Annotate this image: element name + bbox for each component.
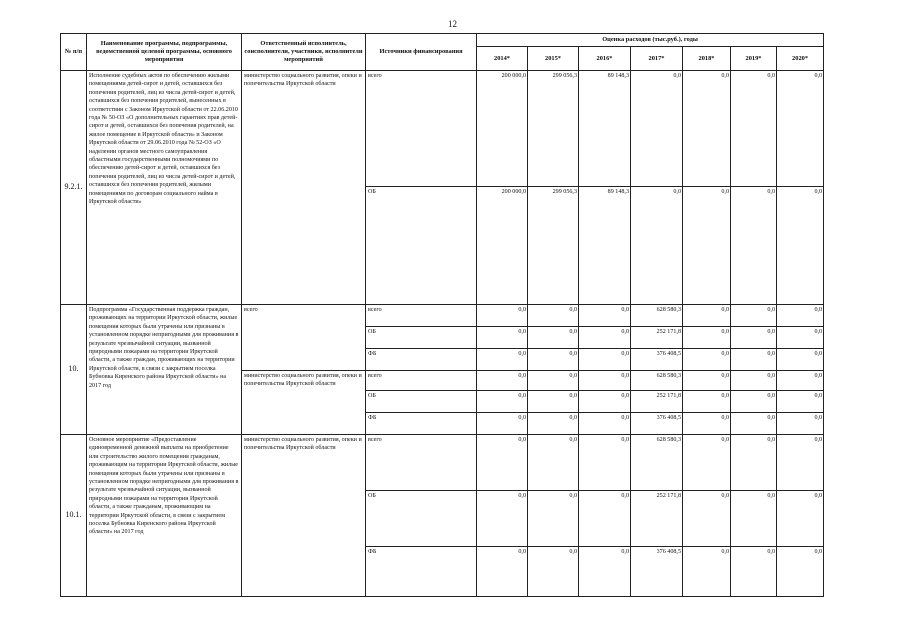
budget-table (60, 33, 824, 597)
row-source: ФБ (366, 413, 477, 435)
row-number: 9.2.1. (61, 71, 87, 305)
row-number: 10.1. (61, 435, 87, 597)
value-cell: 376 408,5 (631, 413, 683, 435)
row-name: Подпрограмма «Государственная поддержка граждан, проживающих на территории Иркутской области, жилые помещения которых были утрачены или признаны в установленном порядке непригодными для проживания в результате чрезвычайной ситуации, вызванной природными пожарами на территории Иркутской области, а также граждан, проживающих на территории Иркутской области, в связи с закрытием поселка Бубновка Киренского района Иркутской области» на 2017 год (87, 305, 242, 435)
value-cell: 0,0 (683, 391, 731, 413)
value-cell: 0,0 (579, 371, 631, 391)
value-cell: 200 000,0 (477, 71, 528, 187)
value-cell: 0,0 (683, 413, 731, 435)
row-responsible: министерство социального развития, опеки и попечительства Иркутской области (242, 371, 366, 435)
value-cell: 252 171,8 (631, 327, 683, 349)
row-source: всего (366, 371, 477, 391)
row-name: Исполнение судебных актов по обеспечению жилыми помещениями детей-сирот и детей, оставшихся без попечения родителей, лиц из числа детей-сирот и детей, оставшихся без попечения родителей, вынесенных в соответствии с Законом Иркутской области от 22.06.2010 года № 50-ОЗ «О дополнительных гарантиях прав детей-сирот и детей, оставшихся без попечения родителей, на жилое помещение в Иркутской области» и Законом Иркутской области от 29.06.2010 года № 52-ОЗ «О наделении органов местного самоуправления областными государственными полномочиями по обеспечению детей-сирот и детей, оставшихся без попечения родителей, лиц из числа детей-сирот и детей, оставшихся без попечения родителей, жилыми помещениями по договорам социального найма в Иркутской области» (87, 71, 242, 305)
value-cell: 0,0 (683, 371, 731, 391)
header-year: 2018* (683, 47, 731, 71)
row-source: всего (366, 435, 477, 491)
value-cell: 0,0 (777, 391, 824, 413)
value-cell: 0,0 (579, 305, 631, 327)
page-number: 12 (448, 19, 457, 29)
value-cell: 0,0 (777, 547, 824, 597)
value-cell: 0,0 (777, 327, 824, 349)
value-cell: 0,0 (528, 547, 579, 597)
header-year: 2014* (477, 47, 528, 71)
row-number: 10. (61, 305, 87, 435)
value-cell: 0,0 (777, 435, 824, 491)
table-row (61, 435, 824, 491)
value-cell: 0,0 (477, 491, 528, 547)
value-cell: 0,0 (579, 349, 631, 371)
row-source: ФБ (366, 349, 477, 371)
row-source: всего (366, 305, 477, 327)
header-year: 2020* (777, 47, 824, 71)
value-cell: 0,0 (731, 435, 777, 491)
value-cell: 0,0 (477, 547, 528, 597)
row-source: ОБ (366, 391, 477, 413)
header-source: Источники финансирования (366, 34, 477, 71)
value-cell: 0,0 (777, 413, 824, 435)
value-cell: 0,0 (631, 187, 683, 305)
value-cell: 0,0 (528, 491, 579, 547)
row-source: ОБ (366, 327, 477, 349)
row-name: Основное мероприятие «Предоставление единовременной денежной выплаты на приобретение или строительство жилого помещения гражданам, проживающим на территории Иркутской области, жилые помещения которых были утрачены или признаны в установленном порядке непригодными для проживания в результате чрезвычайной ситуации, вызванной природными пожарами на территории Иркутской области, а также гражданам, проживающим на территории Иркутской области, в связи с закрытием поселка Бубновка Киренского района Иркутской области» на 2017 год (87, 435, 242, 597)
row-responsible: всего (242, 305, 366, 371)
row-source: ОБ (366, 187, 477, 305)
value-cell: 376 408,5 (631, 349, 683, 371)
value-cell: 0,0 (777, 349, 824, 371)
value-cell: 628 580,3 (631, 371, 683, 391)
value-cell: 0,0 (731, 547, 777, 597)
header-name: Наименование программы, подпрограммы, ведомственной целевой программы, основного мероприятия (87, 34, 242, 71)
value-cell: 0,0 (731, 371, 777, 391)
value-cell: 0,0 (731, 327, 777, 349)
header-year: 2019* (731, 47, 777, 71)
value-cell: 0,0 (477, 371, 528, 391)
value-cell: 0,0 (731, 187, 777, 305)
value-cell: 0,0 (477, 349, 528, 371)
value-cell: 0,0 (528, 305, 579, 327)
value-cell: 0,0 (528, 327, 579, 349)
value-cell: 376 408,5 (631, 547, 683, 597)
value-cell: 0,0 (683, 305, 731, 327)
value-cell: 0,0 (528, 435, 579, 491)
value-cell: 0,0 (528, 391, 579, 413)
value-cell: 89 148,3 (579, 187, 631, 305)
value-cell: 0,0 (579, 435, 631, 491)
value-cell: 0,0 (631, 71, 683, 187)
value-cell: 628 580,3 (631, 435, 683, 491)
value-cell: 0,0 (777, 187, 824, 305)
value-cell: 299 056,3 (528, 71, 579, 187)
header-estimate: Оценка расходов (тыс.руб.), годы (477, 34, 824, 47)
value-cell: 0,0 (731, 349, 777, 371)
value-cell: 0,0 (683, 349, 731, 371)
header-year: 2017* (631, 47, 683, 71)
value-cell: 0,0 (777, 371, 824, 391)
value-cell: 0,0 (683, 187, 731, 305)
row-source: всего (366, 71, 477, 187)
value-cell: 0,0 (477, 413, 528, 435)
header-responsible: Ответственный исполнитель, соисполнители, участники, исполнители мероприятий (242, 34, 366, 71)
value-cell: 0,0 (777, 71, 824, 187)
value-cell: 0,0 (528, 413, 579, 435)
value-cell: 0,0 (579, 413, 631, 435)
value-cell: 0,0 (683, 71, 731, 187)
value-cell: 0,0 (528, 371, 579, 391)
value-cell: 0,0 (683, 491, 731, 547)
value-cell: 0,0 (579, 547, 631, 597)
value-cell: 89 148,3 (579, 71, 631, 187)
header-year: 2016* (579, 47, 631, 71)
row-source: ОБ (366, 491, 477, 547)
header-no: № п/п (61, 34, 87, 71)
value-cell: 0,0 (528, 349, 579, 371)
value-cell: 299 056,3 (528, 187, 579, 305)
row-responsible: министерство социального развития, опеки и попечительства Иркутской области (242, 435, 366, 597)
value-cell: 0,0 (777, 305, 824, 327)
value-cell: 628 580,3 (631, 305, 683, 327)
value-cell: 0,0 (579, 491, 631, 547)
row-source: ФБ (366, 547, 477, 597)
value-cell: 0,0 (477, 305, 528, 327)
table-row (61, 305, 824, 327)
value-cell: 0,0 (579, 327, 631, 349)
value-cell: 0,0 (477, 327, 528, 349)
value-cell: 0,0 (777, 491, 824, 547)
value-cell: 0,0 (731, 413, 777, 435)
table-row (61, 71, 824, 187)
header-year: 2015* (528, 47, 579, 71)
value-cell: 0,0 (477, 391, 528, 413)
row-responsible: министерство социального развития, опеки и попечительства Иркутской области (242, 71, 366, 305)
value-cell: 0,0 (683, 547, 731, 597)
value-cell: 0,0 (477, 435, 528, 491)
value-cell: 0,0 (683, 327, 731, 349)
value-cell: 0,0 (731, 71, 777, 187)
value-cell: 0,0 (731, 491, 777, 547)
value-cell: 0,0 (731, 391, 777, 413)
value-cell: 252 171,8 (631, 391, 683, 413)
value-cell: 0,0 (731, 305, 777, 327)
value-cell: 252 171,8 (631, 491, 683, 547)
value-cell: 0,0 (579, 391, 631, 413)
value-cell: 200 000,0 (477, 187, 528, 305)
value-cell: 0,0 (683, 435, 731, 491)
